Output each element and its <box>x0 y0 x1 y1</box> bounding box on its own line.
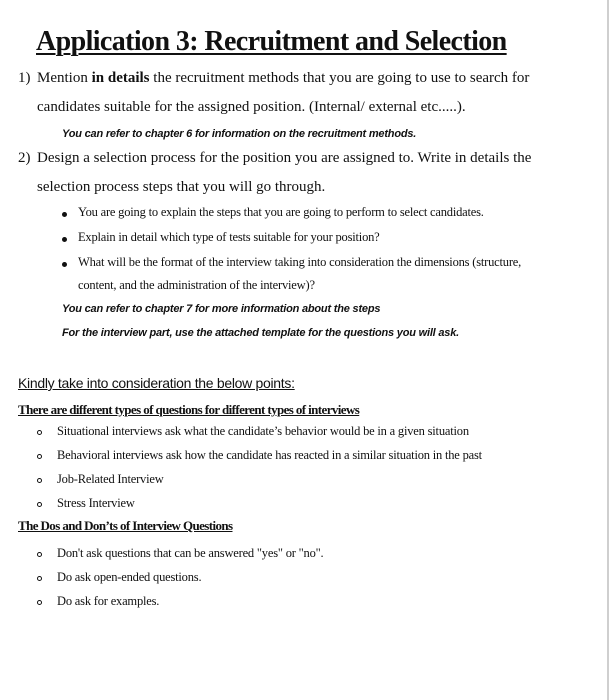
question-2-note-2: For the interview part, use the attached template for the questions you will ask. <box>62 327 459 339</box>
dos-item: Do ask for examples. <box>57 594 160 608</box>
circle-bullet-icon <box>37 576 42 581</box>
question-2-bullet-3: What will be the format of the interview taking into consideration the dimensions (structure, <box>78 255 522 269</box>
interview-type-item: Stress Interview <box>57 496 135 510</box>
question-2-text: Design a selection process for the position you are assigned to. Write in details the <box>37 150 532 166</box>
question-1-number: 1) <box>18 70 31 86</box>
circle-bullet-icon <box>37 552 42 557</box>
question-1-emphasis: in details <box>91 70 150 86</box>
question-2-bullet-3-cont: content, and the administration of the interview)? <box>78 278 315 292</box>
interview-type-item: Job-Related Interview <box>57 472 164 486</box>
question-2-bullet-2: Explain in detail which type of tests suitable for your position? <box>78 230 380 244</box>
dos-item: Do ask open-ended questions. <box>57 570 202 584</box>
circle-bullet-icon <box>37 502 42 507</box>
interview-type-item: Situational interviews ask what the candidate’s behavior would be in a given situation <box>57 424 469 438</box>
question-2-bullet-1: You are going to explain the steps that you are going to perform to select candidates. <box>78 205 484 219</box>
bullet-icon <box>62 237 67 242</box>
dos-donts-heading: The Dos and Don’ts of Interview Questions <box>18 518 233 533</box>
question-2-line-2: selection process steps that you will go through. <box>37 179 326 195</box>
question-1-line-1 <box>18 70 529 87</box>
bullet-icon <box>62 212 67 217</box>
considerations-heading: Kindly take into consideration the below points: <box>18 375 295 391</box>
circle-bullet-icon <box>37 478 42 483</box>
bullet-icon <box>62 262 67 267</box>
question-2-number: 2) <box>18 150 31 166</box>
question-1-note: You can refer to chapter 6 for information on the recruitment methods. <box>62 128 417 140</box>
circle-bullet-icon <box>37 454 42 459</box>
dos-item: Don't ask questions that can be answered "yes" or "no". <box>57 546 324 560</box>
question-1-text-b: the recruitment methods that you are going to use to search for <box>149 70 530 86</box>
question-2-line-1 <box>18 150 531 167</box>
question-1-line-2: candidates suitable for the assigned position. (Internal/ external etc.....). <box>37 99 466 115</box>
circle-bullet-icon <box>37 600 42 605</box>
question-1-text-a: Mention <box>37 70 92 86</box>
interview-type-item: Behavioral interviews ask how the candidate has reacted in a similar situation in the past <box>57 448 482 462</box>
page-title: Application 3: Recruitment and Selection <box>36 26 507 57</box>
interview-types-heading: There are different types of questions for different types of interviews <box>18 402 360 417</box>
question-2-note-1: You can refer to chapter 7 for more information about the steps <box>62 303 381 315</box>
circle-bullet-icon <box>37 430 42 435</box>
